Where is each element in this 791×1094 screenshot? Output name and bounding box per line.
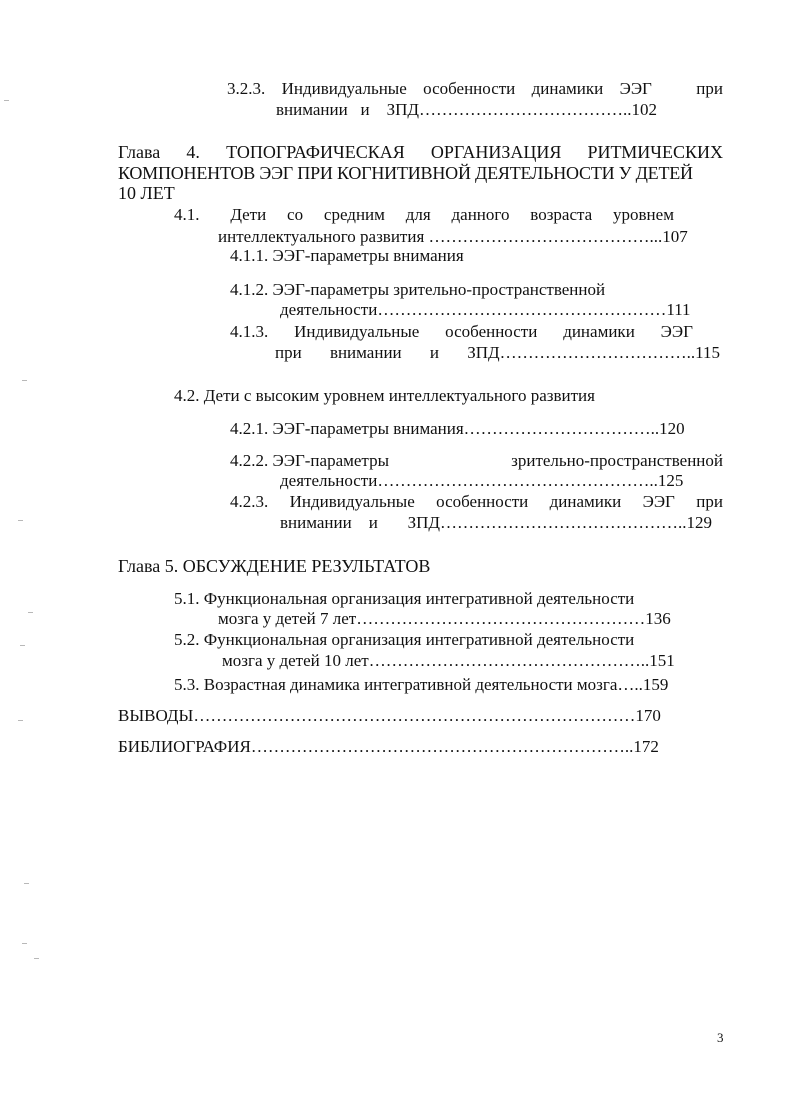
scan-speck bbox=[4, 100, 9, 101]
entry-word: ТОПОГРАФИЧЕСКАЯ bbox=[226, 142, 405, 162]
toc-entry-line: 5.2. Функциональная организация интегративной деятельности bbox=[174, 630, 635, 649]
chapter-heading-line bbox=[118, 142, 723, 162]
entry-word: внимании bbox=[276, 100, 348, 119]
entry-word: Индивидуальные bbox=[294, 322, 420, 341]
scan-speck bbox=[22, 380, 27, 381]
entry-word: РИТМИЧЕСКИХ bbox=[587, 142, 723, 162]
entry-word: со bbox=[287, 205, 304, 224]
entry-word: Индивидуальные bbox=[281, 79, 407, 98]
toc-entry-4-1-1: 4.1.1. ЭЭГ-параметры внимания bbox=[230, 246, 464, 265]
toc-entry-line bbox=[230, 492, 723, 512]
entry-word: Глава bbox=[118, 142, 161, 162]
toc-entry-conclusions: ВЫВОДЫ……………………………………………………………………170 bbox=[118, 706, 661, 725]
entry-word: ЭЭГ bbox=[642, 492, 675, 511]
scan-speck bbox=[22, 943, 27, 944]
entry-word: особенности bbox=[436, 492, 529, 511]
entry-word: и bbox=[429, 343, 439, 362]
entry-number: 4.1. bbox=[174, 205, 200, 224]
page-number: 3 bbox=[717, 1030, 724, 1045]
toc-entry-4-2-1: 4.2.1. ЭЭГ-параметры внимания……………………………..120 bbox=[230, 419, 685, 438]
entry-word: данного bbox=[451, 205, 510, 224]
entry-number: 4.2.3. bbox=[230, 492, 269, 511]
scan-speck bbox=[24, 883, 29, 884]
toc-entry-bibliography: БИБЛИОГРАФИЯ…………………………………………………………..172 bbox=[118, 737, 659, 756]
toc-entry-5-3: 5.3. Возрастная динамика интегративной деятельности мозга…..159 bbox=[174, 675, 669, 694]
entry-word: динамики bbox=[531, 79, 604, 98]
toc-entry-line: 5.1. Функциональная организация интегративной деятельности bbox=[174, 589, 635, 608]
entry-word: средним bbox=[323, 205, 385, 224]
toc-entry-line: деятельности……………………………………………111 bbox=[280, 300, 691, 319]
toc-entry-4-2: 4.2. Дети с высоким уровнем интеллектуального развития bbox=[174, 386, 595, 405]
entry-word: 4. bbox=[186, 142, 200, 162]
entry-word: при bbox=[696, 79, 723, 98]
entry-word: ЭЭГ bbox=[660, 322, 693, 341]
entry-number: 4.1.3. bbox=[230, 322, 269, 341]
entry-word: динамики bbox=[563, 322, 635, 341]
toc-entry-line: деятельности…………………………………………..125 bbox=[280, 471, 684, 490]
entry-word: Индивидуальные bbox=[289, 492, 415, 511]
entry-word: ЭЭГ bbox=[619, 79, 652, 98]
entry-word: уровнем bbox=[613, 205, 674, 224]
entry-word: особенности bbox=[423, 79, 516, 98]
entry-word: динамики bbox=[549, 492, 622, 511]
entry-word: Дети bbox=[230, 205, 267, 224]
entry-word-page: ЗПД………………………………..102 bbox=[386, 100, 657, 119]
toc-entry-line bbox=[227, 79, 723, 99]
entry-word-page: ЗПД……………………………..115 bbox=[467, 343, 720, 362]
entry-word: внимании bbox=[329, 343, 402, 362]
toc-entry-line bbox=[276, 100, 657, 120]
toc-chapter-5: Глава 5. ОБСУЖДЕНИЕ РЕЗУЛЬТАТОВ bbox=[118, 556, 431, 576]
toc-entry-line bbox=[174, 205, 674, 225]
entry-word: и bbox=[360, 100, 370, 119]
scan-speck bbox=[18, 720, 23, 721]
entry-word: 4.2.2. ЭЭГ-параметры bbox=[230, 451, 389, 470]
entry-word: при bbox=[275, 343, 302, 362]
entry-word: и bbox=[368, 513, 378, 532]
toc-entry-line bbox=[230, 322, 693, 342]
entry-word: при bbox=[696, 492, 723, 511]
chapter-heading-line: 10 ЛЕТ bbox=[118, 183, 175, 203]
toc-entry-line: 4.1.2. ЭЭГ-параметры зрительно-пространственной bbox=[230, 280, 606, 299]
entry-word: возраста bbox=[530, 205, 593, 224]
scan-speck bbox=[28, 612, 33, 613]
entry-word: зрительно-пространственной bbox=[511, 451, 723, 470]
entry-word: внимании bbox=[280, 513, 352, 532]
entry-word-page: ЗПД……………………………………..129 bbox=[407, 513, 712, 532]
entry-word: для bbox=[405, 205, 431, 224]
scan-speck bbox=[18, 520, 23, 521]
chapter-heading-line: КОМПОНЕНТОВ ЭЭГ ПРИ КОГНИТИВНОЙ ДЕЯТЕЛЬНОСТИ У ДЕТЕЙ bbox=[118, 163, 693, 183]
toc-entry-line bbox=[275, 343, 720, 363]
entry-number: 3.2.3. bbox=[227, 79, 266, 98]
toc-entry-line bbox=[230, 451, 723, 471]
toc-entry-line: интеллектуального развития …………………………………...107 bbox=[218, 227, 688, 246]
toc-entry-line: мозга у детей 7 лет……………………………………………136 bbox=[218, 609, 671, 628]
toc-entry-line: мозга у детей 10 лет…………………………………………..151 bbox=[222, 651, 675, 670]
scan-speck bbox=[34, 958, 39, 959]
entry-word: особенности bbox=[445, 322, 538, 341]
scan-speck bbox=[20, 645, 25, 646]
toc-entry-line bbox=[280, 513, 712, 533]
entry-word: ОРГАНИЗАЦИЯ bbox=[430, 142, 562, 162]
